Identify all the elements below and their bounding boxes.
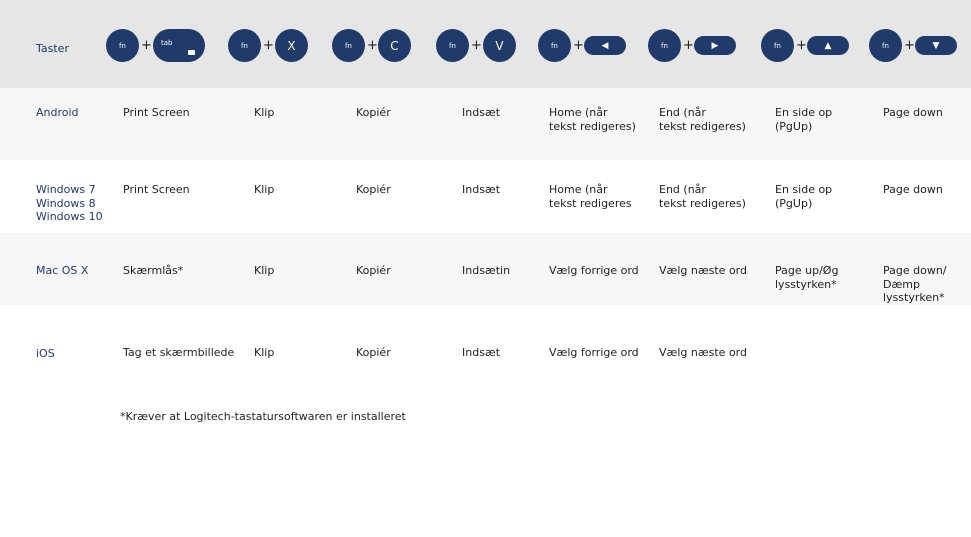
fn-key-icon: fn — [761, 29, 794, 62]
table-cell: Vælg næste ord — [659, 346, 747, 359]
fn-key-icon: fn — [648, 29, 681, 62]
table-cell: Kopiér — [356, 264, 391, 277]
platform-label-mac: Mac OS X — [36, 264, 89, 277]
table-cell: Skærmlås* — [123, 264, 184, 277]
tab-key-label: tab — [161, 39, 173, 47]
table-cell: Page down — [883, 106, 943, 119]
table-cell: Home (når tekst redigeres — [549, 183, 632, 210]
tab-key-glyph-icon — [188, 50, 195, 55]
fn-key-icon: fn — [869, 29, 902, 62]
up-arrow-key-icon: ▲ — [807, 36, 849, 55]
table-cell: Vælg forrige ord — [549, 264, 639, 277]
tab-key-icon — [153, 29, 205, 62]
table-cell: Klip — [254, 183, 275, 196]
table-cell: En side op (PgUp) — [775, 183, 833, 210]
plus-sign: + — [796, 38, 807, 53]
table-cell: End (når tekst redigeres) — [659, 183, 746, 210]
fn-key-icon: fn — [436, 29, 469, 62]
plus-sign: + — [904, 38, 915, 53]
table-cell: Indsæt — [462, 106, 501, 119]
header-label: Taster — [36, 42, 69, 55]
table-cell: Indsætin — [462, 264, 511, 277]
table-cell: Page down — [883, 183, 943, 196]
fn-key-icon: fn — [106, 29, 139, 62]
fn-key-icon: fn — [538, 29, 571, 62]
table-cell: Page down/ Dæmp lysstyrken* — [883, 264, 947, 304]
c-key-icon: C — [378, 29, 411, 62]
table-cell: Page up/Øg lysstyrken* — [775, 264, 839, 291]
table-cell: Tag et skærmbillede — [123, 346, 235, 359]
table-cell: End (når tekst redigeres) — [659, 106, 746, 133]
plus-sign: + — [683, 38, 694, 53]
table-cell: En side op (PgUp) — [775, 106, 833, 133]
table-cell: Kopiér — [356, 183, 391, 196]
plus-sign: + — [471, 38, 482, 53]
table-cell: Vælg forrige ord — [549, 346, 639, 359]
x-key-icon: X — [275, 29, 308, 62]
table-cell: Klip — [254, 106, 275, 119]
table-cell: Home (når tekst redigeres) — [549, 106, 636, 133]
fn-key-icon: fn — [332, 29, 365, 62]
v-key-icon: V — [483, 29, 516, 62]
plus-sign: + — [573, 38, 584, 53]
table-cell: Indsæt — [462, 183, 501, 196]
table-cell: Klip — [254, 346, 275, 359]
footnote: *Kræver at Logitech-tastatursoftwaren er installeret — [120, 410, 406, 423]
platform-label-android: Android — [36, 106, 79, 119]
table-cell: Kopiér — [356, 106, 391, 119]
plus-sign: + — [263, 38, 274, 53]
table-cell: Indsæt — [462, 346, 501, 359]
platform-label-windows: Windows 7 Windows 8 Windows 10 — [36, 183, 103, 223]
plus-sign: + — [367, 38, 378, 53]
down-arrow-key-icon: ▼ — [915, 36, 957, 55]
right-arrow-key-icon: ▶ — [694, 36, 736, 55]
fn-key-icon: fn — [228, 29, 261, 62]
plus-sign: + — [141, 38, 152, 53]
table-cell: Print Screen — [123, 106, 190, 119]
table-cell: Vælg næste ord — [659, 264, 747, 277]
platform-label-ios: iOS — [36, 347, 55, 360]
left-arrow-key-icon: ◀ — [584, 36, 626, 55]
table-cell: Kopiér — [356, 346, 391, 359]
table-cell: Print Screen — [123, 183, 190, 196]
table-cell: Klip — [254, 264, 275, 277]
